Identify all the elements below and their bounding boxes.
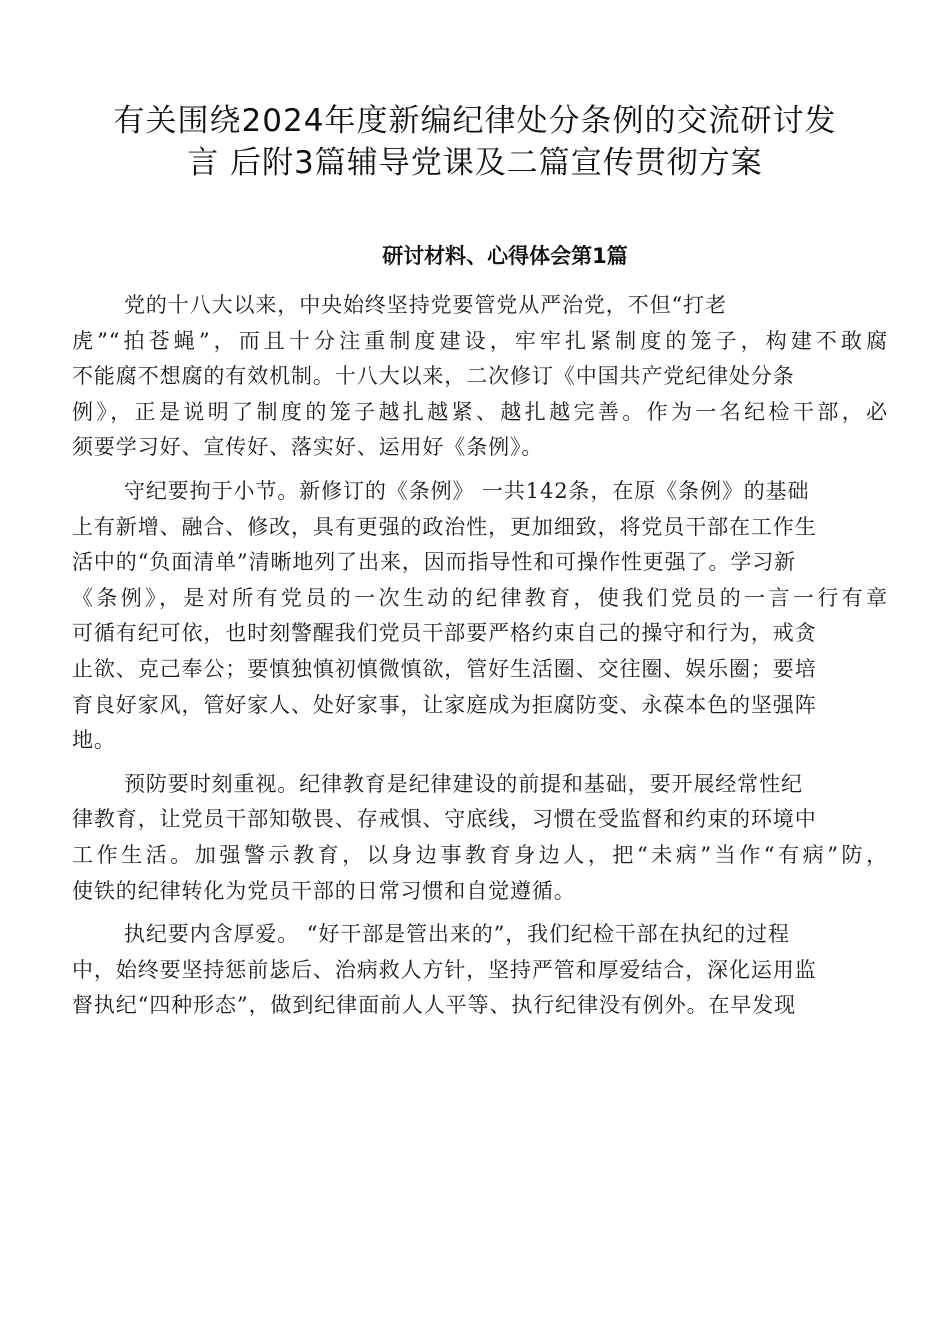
text-line: 工作生活。加强警示教育，以身边事教育身边人，把“未病”当作“有病”防， [72,842,888,867]
section-title: 研讨材料、心得体会第1篇 [382,244,628,268]
text-line: 使铁的纪律转化为党员干部的日常习惯和自觉遵循。 [72,878,576,903]
title-line: 有关围绕2024年度新编纪律处分条例的交流研讨发 [113,103,837,139]
text-line: 止欲、克己奉公；要慎独慎初慎微慎欲，管好生活圈、交往圈、娱乐圈；要培 [72,656,817,681]
text-line: 不能腐不想腐的有效机制。十八大以来，二次修订《中国共产党纪律处分条 [72,364,795,389]
text-line: 活中的“负面清单”清晰地列了出来，因而指导性和可操作性更强了。学习新 [72,550,797,575]
text-line: 可循有纪可依，也时刻警醒我们党员干部要严格约束自己的操守和行为，戒贪 [72,621,817,646]
text-line: 党的十八大以来，中央始终坚持党要管党从严治党，不但“打老 [124,293,727,317]
text-line: 须要学习好、宣传好、落实好、运用好《条例》。 [72,435,544,460]
text-line: 地。 [72,728,116,753]
text-line: 例》，正是说明了制度的笼子越扎越紧、越扎越完善。作为一名纪检干部，必 [72,399,888,424]
title-line: 言 后附3篇辅导党课及二篇宣传贯彻方案 [187,145,763,181]
text-line: 中，始终要坚持惩前毖后、治病救人方针，坚持严管和厚爱结合，深化运用监 [72,957,817,982]
text-line: 《条例》，是对所有党员的一次生动的纪律教育，使我们党员的一言一行有章 [72,585,888,610]
paragraph [72,474,888,759]
text-line: 虎”“拍苍蝇”，而且十分注重制度建设，牢牢扎紧制度的笼子，构建不敢腐 [72,328,888,353]
document-body [72,288,888,1032]
text-line: 律教育，让党员干部知敬畏、存戒惧、守底线，习惯在受监督和约束的环境中 [72,807,817,832]
paragraph [72,288,888,466]
text-line: 预防要时刻重视。纪律教育是纪律建设的前提和基础，要开展经常性纪 [124,771,803,796]
text-line: 育良好家风，管好家人、处好家事，让家庭成为拒腐防变、永葆本色的坚强阵 [72,692,817,717]
text-line: 守纪要拘于小节。新修订的《条例》 一共142条，在原《条例》的基础 [124,478,810,503]
text-line: 执纪要内含厚爱。 “好干部是管出来的”，我们纪检干部在执纪的过程 [124,922,790,947]
text-line: 督执纪“四种形态”，做到纪律面前人人平等、执行纪律没有例外。在早发现 [72,993,797,1018]
paragraph [72,917,888,1024]
text-line: 上有新增、融合、修改，具有更强的政治性，更加细致，将党员干部在工作生 [72,514,817,539]
document-title [60,100,890,184]
paragraph [72,767,888,909]
